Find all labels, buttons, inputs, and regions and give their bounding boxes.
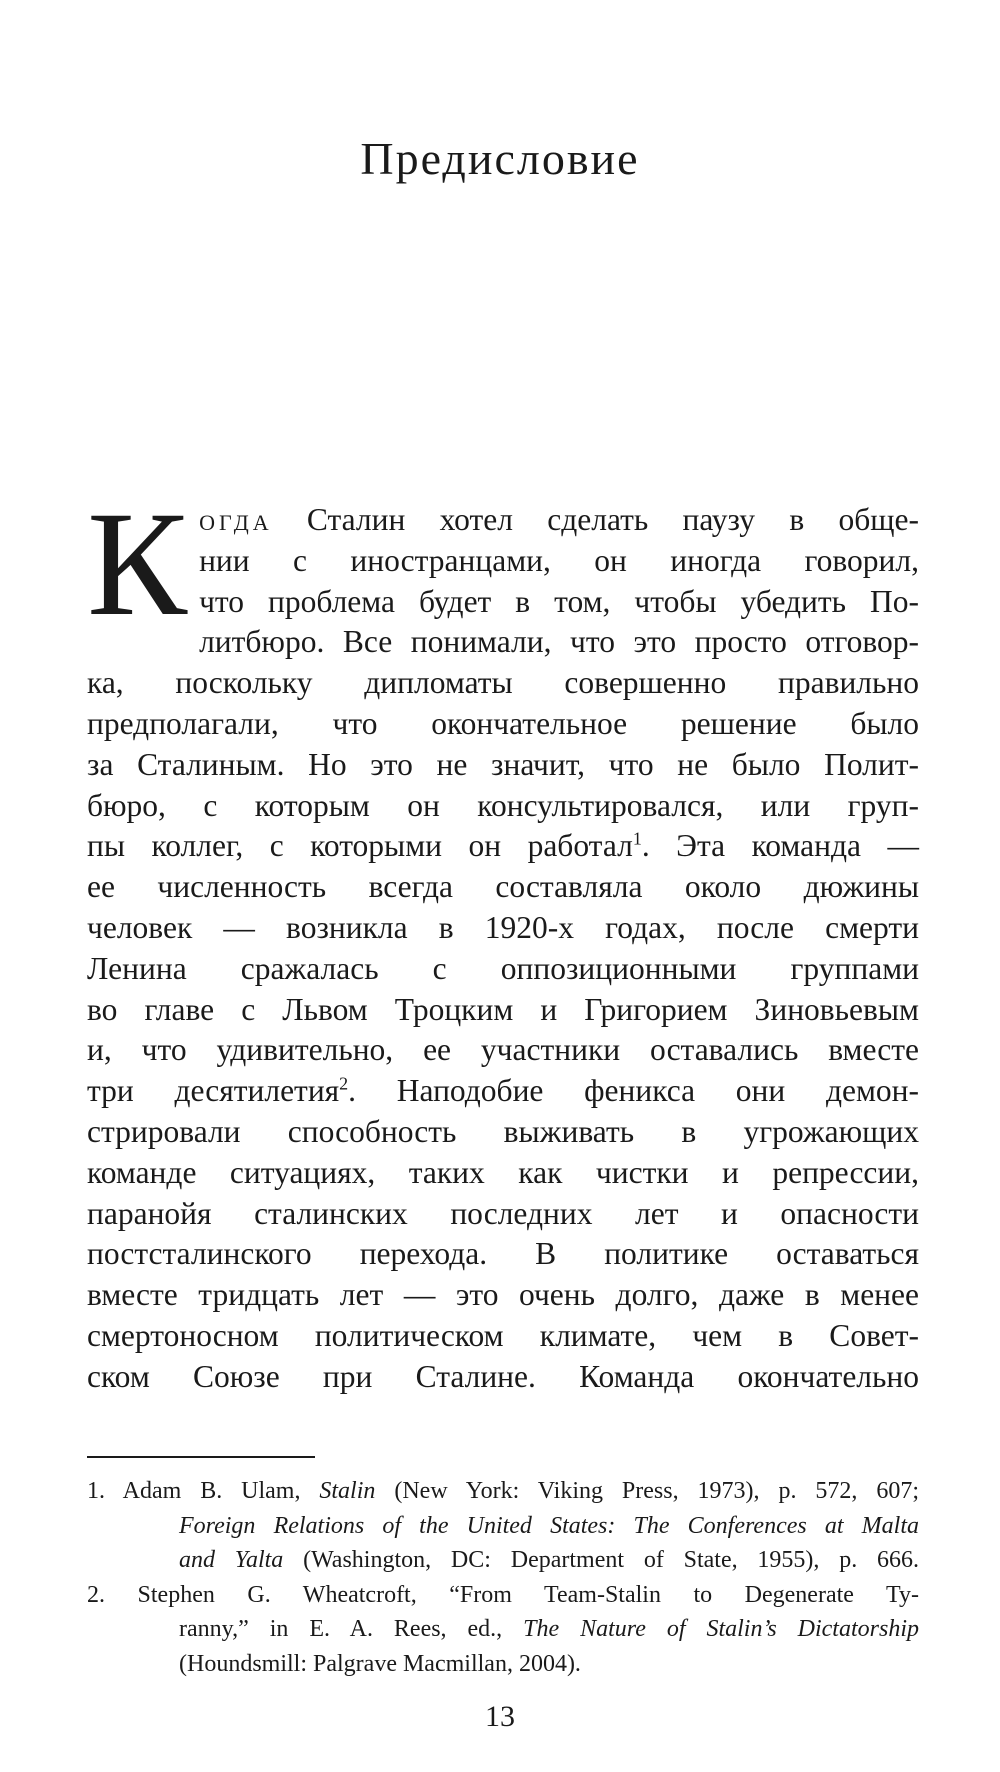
text-line: во главе с Львом Троцким и Григорием Зиновьевым (87, 991, 919, 1027)
footnote-1-cont: Foreign Relations of the United States: The Conferences at Malta (179, 1512, 919, 1539)
footnote-2-cont: ranny,” in E. A. Rees, ed., The Nature of Stalin’s Dictatorship (179, 1616, 919, 1642)
drop-cap: К (87, 481, 188, 647)
text-line: человек — возникла в 1920-х годах, после смерти (87, 909, 919, 945)
footnote-1: 1. Adam B. Ulam, Stalin (New York: Viking Press, 1973), p. 572, 607; (87, 1478, 919, 1504)
footnotes (87, 1474, 919, 1681)
footnote-ref-1: 1 (632, 828, 642, 849)
text-line: и, что удивительно, ее участники оставались вместе (87, 1032, 919, 1068)
text-line: что проблема будет в том, чтобы убедить По- (199, 583, 919, 619)
text-line: огда Сталин хотел сделать паузу в обще- (199, 502, 919, 537)
footnote-1-cont: and Yalta (Washington, DC: Department of State, 1955), p. 666. (179, 1547, 919, 1573)
text-line: за Сталиным. Но это не значит, что не было Полит- (87, 746, 919, 782)
text-line: пы коллег, с которыми он работал$^1$. Эта команда — (87, 828, 919, 864)
text-line: три десятилетия$^2$. Наподобие феникса они демон- (87, 1073, 919, 1109)
text-line: предполагали, что окончательное решение было (87, 705, 919, 741)
footnote-ref-2: 2 (339, 1073, 349, 1094)
page-number: 13 (485, 1700, 515, 1733)
chapter-title: Предисловие (360, 133, 640, 184)
text-line: паранойя сталинских последних лет и опасности (87, 1195, 919, 1231)
text-line: смертоносном политическом климате, чем в Совет- (87, 1317, 919, 1353)
text-line: бюро, с которым он консультировался, или груп- (87, 787, 919, 823)
footnote-2-cont: (Houndsmill: Palgrave Macmillan, 2004). (179, 1650, 581, 1677)
text-line: ском Союзе при Сталине. Команда окончательно (87, 1358, 919, 1394)
text-line: ка, поскольку дипломаты совершенно правильно (87, 665, 919, 701)
text-line: команде ситуациях, таких как чистки и репрессии, (87, 1154, 919, 1190)
text-line: нии с иностранцами, он иногда говорил, (199, 542, 919, 578)
text-line: стрировали способность выживать в угрожающих (87, 1113, 919, 1149)
first-word-smallcaps: огда (199, 502, 273, 537)
footnote-separator (87, 1456, 315, 1458)
footnote-2: 2. Stephen G. Wheatcroft, “From Team-Stalin to Degenerate Ty- (87, 1581, 919, 1608)
text-line: Ленина сражалась с оппозиционными группами (87, 950, 919, 986)
text-line: ее численность всегда составляла около дюжины (87, 869, 919, 905)
text-line: постсталинского перехода. В политике оставаться (87, 1236, 919, 1272)
body-paragraph (87, 481, 919, 1398)
text-line: литбюро. Все понимали, что это просто отговор- (199, 624, 919, 660)
text-line: вместе тридцать лет — это очень долго, даже в менее (87, 1277, 919, 1313)
